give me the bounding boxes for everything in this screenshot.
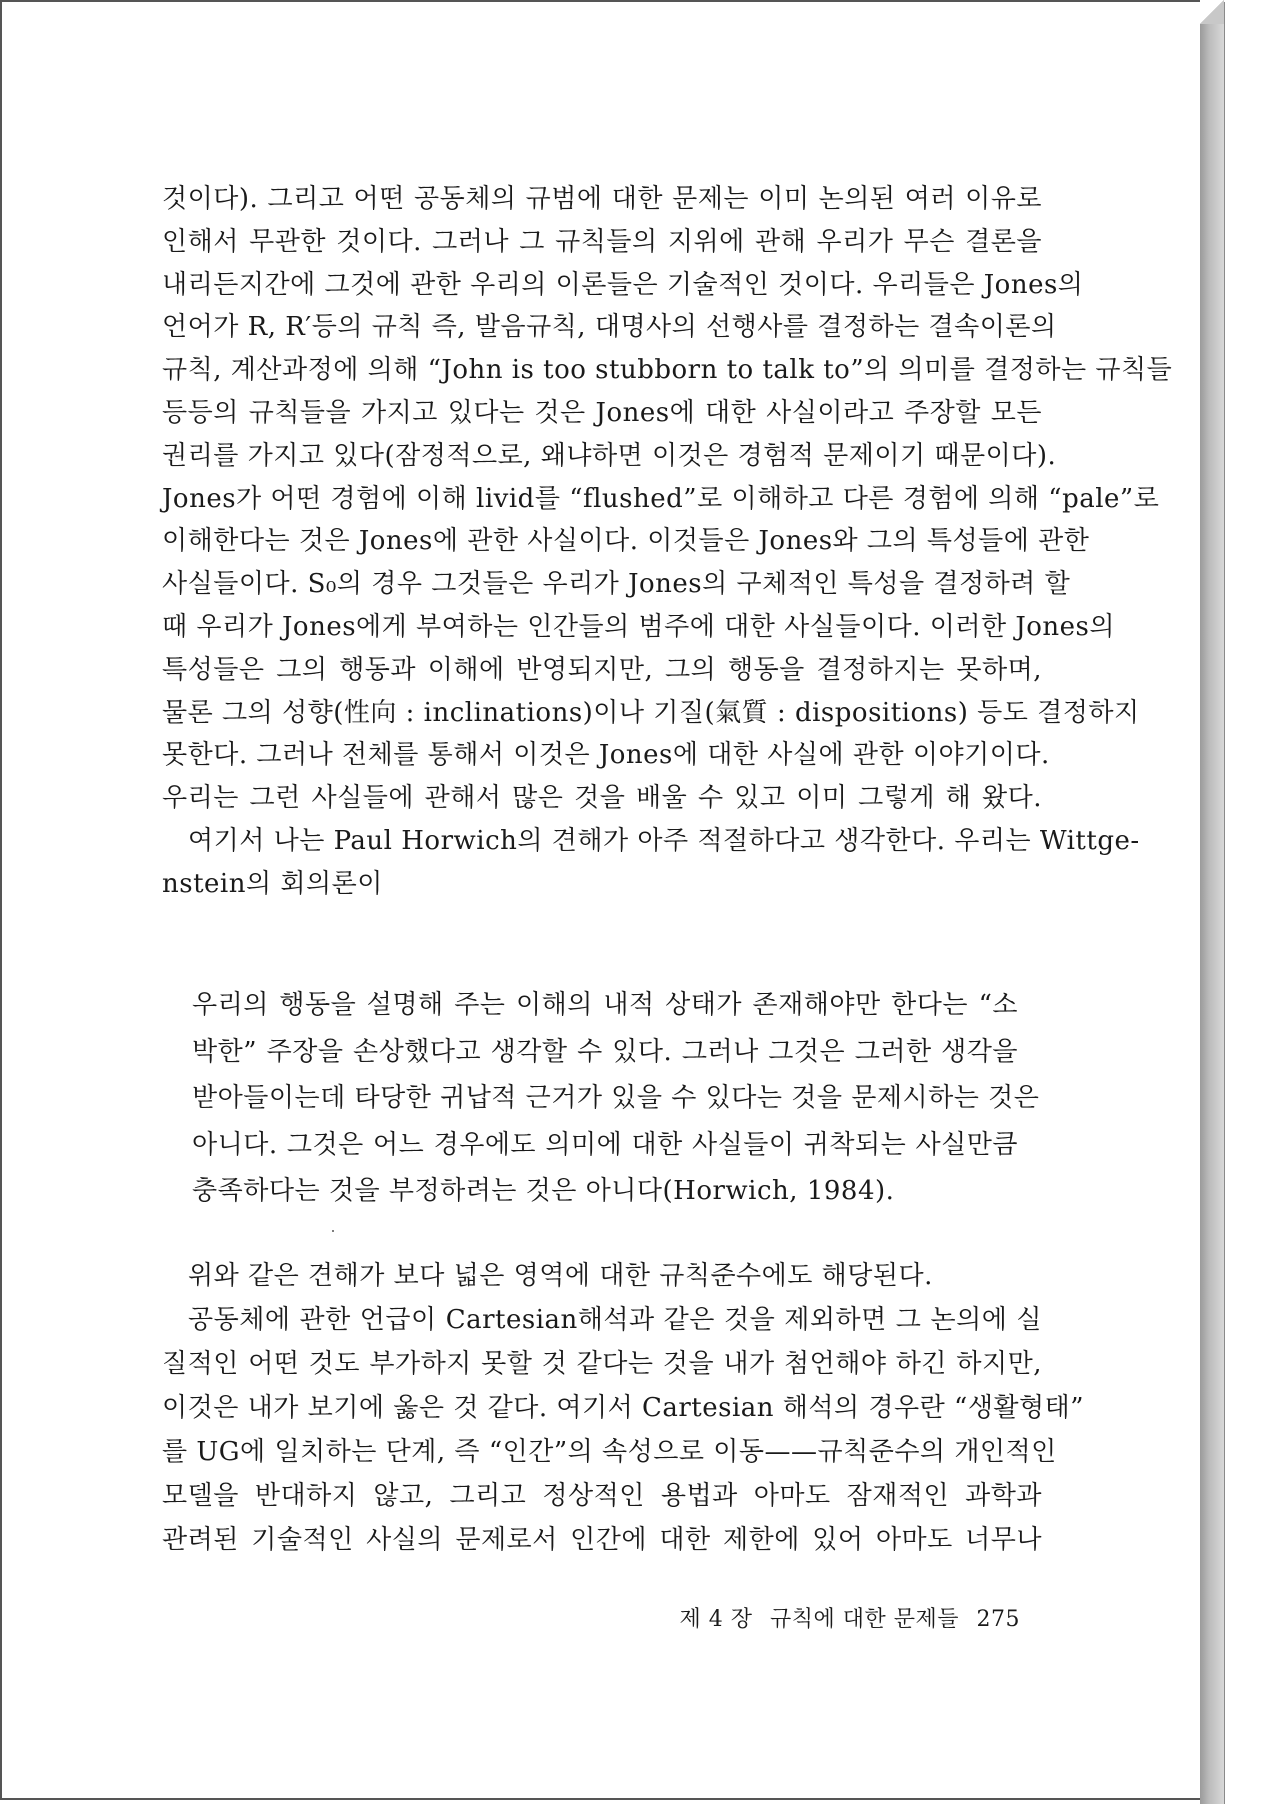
block-quote [192, 982, 1040, 1215]
stray-mark [332, 1230, 334, 1232]
text-line: 사실들이다. S₀의 경우 그것들은 우리가 Jones의 구체적인 특성을 결정하려 할 [162, 569, 1071, 600]
text-line: 못한다. 그러나 전체를 통해서 이것은 Jones에 대한 사실에 관한 이야기이다. [162, 740, 1050, 771]
quote-line: 우리의 행동을 설명해 주는 이해의 내적 상태가 존재해야만 한다는 “소 [192, 990, 1018, 1020]
text-line: 위와 같은 견해가 보다 넓은 영역에 대한 규칙준수에도 해당된다. [188, 1261, 933, 1291]
text-line: 특성들은 그의 행동과 이해에 반영되지만, 그의 행동을 결정하지는 못하며, [162, 654, 1042, 685]
text-line: 이해한다는 것은 Jones에 관한 사실이다. 이것들은 Jones와 그의 특성들에 관한 [162, 526, 1090, 557]
main-paragraph [162, 178, 1173, 906]
text-line: 이것은 내가 보기에 옳은 것 같다. 여기서 Cartesian 해석의 경우란 “생활형태” [162, 1393, 1085, 1423]
chapter-label: 제 4 장 [679, 1607, 753, 1632]
page-corner [1200, 0, 1224, 24]
text-line: 권리를 가지고 있다(잠정적으로, 왜냐하면 이것은 경험적 문제이기 때문이다). [162, 440, 1057, 471]
quote-line: 받아들이는데 타당한 귀납적 근거가 있을 수 있다는 것을 문제시하는 것은 [192, 1083, 1040, 1113]
running-footer [669, 1602, 1020, 1633]
text-line: 때 우리가 Jones에게 부여하는 인간들의 범주에 대한 사실들이다. 이러한 Jones의 [162, 611, 1115, 642]
text-line: 언어가 R, R′등의 규칙 즉, 발음규칙, 대명사의 선행사를 결정하는 결속이론의 [162, 312, 1057, 343]
text-line: 물론 그의 성향(性向 : inclinations)이나 기질(氣質 : dispositions) 등도 결정하지 [162, 697, 1140, 728]
text-line: 우리는 그런 사실들에 관해서 많은 것을 배울 수 있고 이미 그렇게 해 왔다. [162, 783, 1042, 814]
quote-line: 아니다. 그것은 어느 경우에도 의미에 대한 사실들이 귀착되는 사실만큼 [192, 1129, 1018, 1160]
text-line: 모델을 반대하지 않고, 그리고 정상적인 용법과 아마도 잠재적인 과학과 [162, 1481, 1042, 1511]
text-line: 질적인 어떤 것도 부가하지 못할 것 같다는 것을 내가 첨언해야 하긴 하지만, [162, 1349, 1042, 1379]
text-line: 등등의 규칙들을 가지고 있다는 것은 Jones에 대한 사실이라고 주장할 모든 [162, 397, 1042, 428]
text-line: 공동체에 관한 언급이 Cartesian해석과 같은 것을 제외하면 그 논의에 실 [188, 1305, 1042, 1335]
text-line: 규칙, 계산과정에 의해 “John is too stubborn to talk to”의 의미를 결정하는 규칙들 [162, 355, 1173, 386]
page-edge [1200, 2, 1225, 1804]
text-line: 여기서 나는 Paul Horwich의 견해가 아주 적절하다고 생각한다. 우리는 Wittge- [188, 825, 1140, 856]
chapter-title: 규칙에 대한 문제들 [769, 1607, 959, 1632]
text-line: 인해서 무관한 것이다. 그러나 그 규칙들의 지위에 관해 우리가 무슨 결론을 [162, 226, 1042, 257]
following-paragraph [162, 1254, 1085, 1562]
text-line: 것이다). 그리고 어떤 공동체의 규범에 대한 문제는 이미 논의된 여러 이유로 [162, 184, 1042, 214]
text-line: Jones가 어떤 경험에 이해 livid를 “flushed”로 이해하고 다른 경험에 의해 “pale”로 [162, 483, 1160, 514]
quote-line: 충족하다는 것을 부정하려는 것은 아니다(Horwich, 1984). [192, 1176, 895, 1206]
text-line: 를 UG에 일치하는 단계, 즉 “인간”의 속성으로 이동——규칙준수의 개인적인 [162, 1437, 1057, 1467]
text-line: 내리든지간에 그것에 관한 우리의 이론들은 기술적인 것이다. 우리들은 Jones의 [162, 269, 1084, 300]
page-number: 275 [976, 1607, 1020, 1632]
text-line: 관려된 기술적인 사실의 문제로서 인간에 대한 제한에 있어 아마도 너무나 [162, 1525, 1042, 1555]
text-line: nstein의 회의론이 [162, 868, 383, 899]
quote-line: 박한” 주장을 손상했다고 생각할 수 있다. 그러나 그것은 그러한 생각을 [192, 1036, 1018, 1067]
